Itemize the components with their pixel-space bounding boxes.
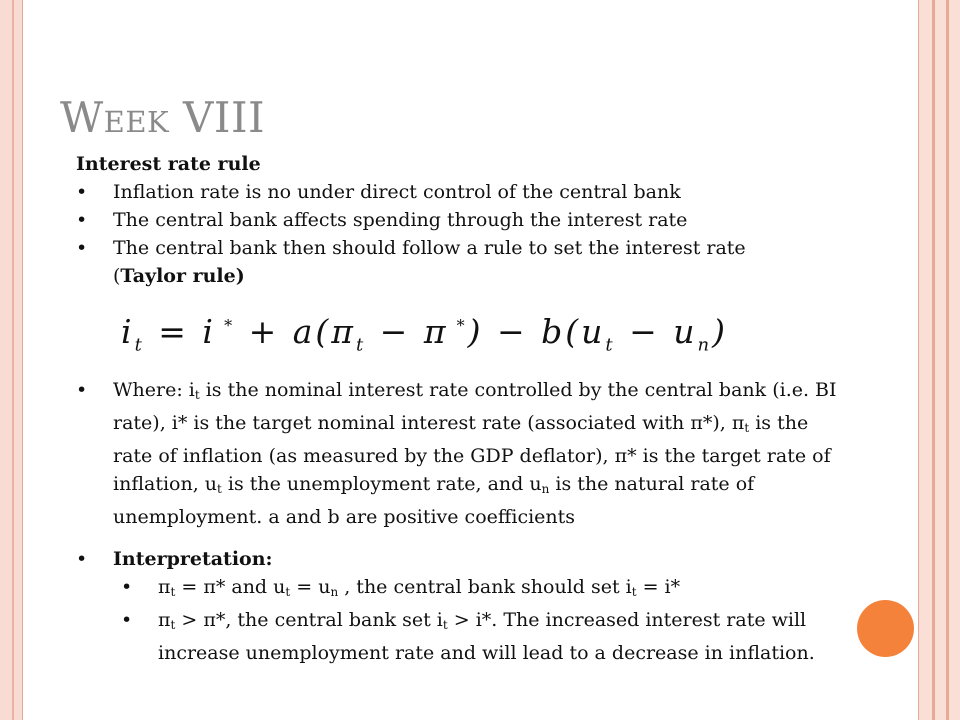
interpretation-list [76,545,846,667]
left-frame-decoration [0,0,23,720]
taylor-rule-label: Taylor rule) [120,265,245,287]
where-list [76,376,846,531]
bullet-item: • The central bank then should follow a rule to set the interest rate (Taylor rule) [76,234,846,290]
interpretation-item: • πt = π* and ut = un , the central bank should set it = i* [76,573,846,606]
interpretation-bullet: • Interpretation: • πt = π* and ut = un , the central bank should set it = i* • πt > π*, the central bank set it > i*. The increased interest rate will increase unemployment rate and will lead to a decrease in inflation. [76,545,846,667]
orange-circle-decoration [857,600,914,657]
frame-stripe [932,0,935,720]
interpretation-item: • πt > π*, the central bank set it > i*. The increased interest rate will increase unemployment rate and will lead to a decrease in inflation. [76,606,846,667]
bullet-list [76,178,846,290]
taylor-open-paren: ( [113,265,121,287]
spacer [76,531,846,545]
interpretation-sublist [76,573,846,667]
frame-stripe [918,0,919,720]
where-bullet: • Where: it is the nominal interest rate controlled by the central bank (i.e. BI rate), i* is the target nominal interest rate (associated with π*), πt is the rate of inflation (as measured by the GDP deflator), π* is the target rate of inflation, ut is the unemployment rate, and un is the natural rate of unemployment. a and b are positive coefficients [76,376,846,531]
slide-body [76,150,846,667]
section-heading: Interest rate rule [76,153,261,175]
right-frame-decoration [918,0,960,720]
frame-stripe [946,0,949,720]
equation-formula: $i_t = i$ $^* + a(\pi_t - \pi$ $^*) - b(u_t - u_n)$ [121,312,728,356]
slide-title: Week VIII [60,93,266,142]
bullet-item: • Inflation rate is no under direct control of the central bank [76,178,846,206]
bullet-item: • The central bank affects spending through the interest rate [76,206,846,234]
taylor-rule-equation [76,290,846,376]
